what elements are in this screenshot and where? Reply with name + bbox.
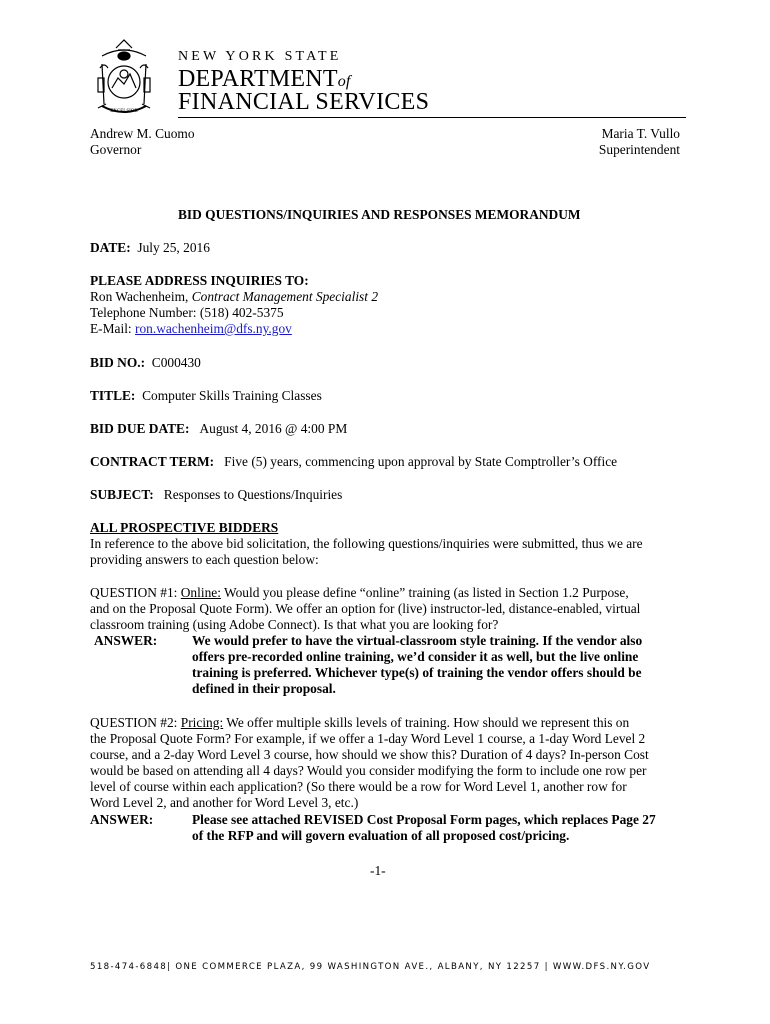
contract-term-label: CONTRACT TERM: [90, 454, 215, 469]
question-1-text: Would you please define “online” training (as listed in Section 1.2 Purpose, [220, 585, 629, 600]
footer-contact: 518-474-6848| ONE COMMERCE PLAZA, 99 WASHINGTON AVE., ALBANY, NY 12257 | WWW.DFS.NY.GOV [90, 962, 651, 972]
contract-term-line [90, 454, 617, 470]
superintendent-title: Superintendent [598, 142, 680, 157]
letterhead-divider [178, 117, 686, 118]
title-value: Computer Skills Training Classes [142, 388, 322, 403]
letterhead-state: NEW YORK STATE [178, 49, 342, 64]
question-2-line: Word Level 2, and another for Word Level 3, etc.) [90, 795, 359, 810]
question-2-line: course, and a 2-day Word Level 3 course, how should we show this? Duration of 4 days? In-person Cost [90, 747, 649, 762]
date-label: DATE: [90, 240, 131, 255]
answer-2-line: Please see attached REVISED Cost Proposal Form pages, which replaces Page 27 [192, 812, 656, 827]
letterhead-department-of: of [337, 73, 351, 90]
intro-line: In reference to the above bid solicitation, the following questions/inquiries were submitted, thus we are [90, 536, 643, 551]
due-date-value: August 4, 2016 @ 4:00 PM [199, 421, 348, 436]
due-date-label: BID DUE DATE: [90, 421, 190, 436]
new-york-state-seal-icon [92, 38, 156, 118]
governor-name: Andrew M. Cuomo [90, 126, 195, 141]
due-date-line [90, 421, 347, 437]
answer-1-label: ANSWER: [94, 633, 158, 648]
letterhead-department-main: DEPARTMENT [178, 66, 338, 92]
answer-2-line: of the RFP and will govern evaluation of all proposed cost/pricing. [192, 828, 570, 843]
contact-title: Contract Management Specialist 2 [191, 289, 379, 304]
memo-heading: BID QUESTIONS/INQUIRIES AND RESPONSES MEMORANDUM [178, 207, 581, 222]
contact-name: Ron Wachenheim, [90, 289, 192, 304]
superintendent-name: Maria T. Vullo [601, 126, 680, 141]
question-2-line: would be based on attending all 4 days? Would you consider modifying the form to include one row per [90, 763, 647, 778]
subject-line [90, 487, 342, 503]
governor-title: Governor [90, 142, 142, 157]
question-2-line: level of course within each application? (So there would be a row for Word Level 1, another row for [90, 779, 627, 794]
email-link[interactable]: ron.wachenheim@dfs.ny.gov [135, 321, 292, 336]
title-line [90, 388, 322, 404]
letterhead-financial-services: FINANCIAL SERVICES [178, 89, 430, 115]
answer-1-line: defined in their proposal. [192, 681, 336, 696]
question-2-line [90, 715, 629, 731]
intro-line: providing answers to each question below: [90, 552, 319, 567]
contract-term-value: Five (5) years, commencing upon approval by State Comptroller’s Office [224, 454, 618, 469]
answer-1-line: training is preferred. Whichever type(s) of training the vendor offers should be [192, 665, 642, 680]
contact-line [90, 289, 378, 305]
question-1-line: and on the Proposal Quote Form). We offer an option for (live) instructor-led, distance-enabled, virtual [90, 601, 641, 616]
bid-no-label: BID NO.: [90, 355, 146, 370]
bid-no-value: C000430 [151, 355, 201, 370]
question-1-line: classroom training (using Adobe Connect). Is that what you are looking for? [90, 617, 499, 632]
date-value: July 25, 2016 [137, 240, 210, 255]
title-label: TITLE: [90, 388, 136, 403]
date-line [90, 240, 210, 256]
subject-value: Responses to Questions/Inquiries [163, 487, 343, 502]
bid-no-line [90, 355, 201, 371]
email-label: E-Mail: [90, 321, 135, 336]
answer-1-line: offers pre-recorded online training, we’d consider it as well, but the live online [192, 649, 639, 664]
subject-label: SUBJECT: [90, 487, 154, 502]
inquiries-label: PLEASE ADDRESS INQUIRIES TO: [90, 273, 309, 288]
seal-motto: EXCELSIOR [110, 109, 138, 114]
answer-1-line: We would prefer to have the virtual-classroom style training. If the vendor also [192, 633, 643, 648]
question-2-text: We offer multiple skills levels of training. How should we represent this on [223, 715, 630, 730]
question-1-line [90, 585, 629, 601]
email-line [90, 321, 292, 337]
question-2-prefix: QUESTION #2: [90, 715, 181, 730]
phone-line: Telephone Number: (518) 402-5375 [90, 305, 284, 320]
answer-2-label: ANSWER: [90, 812, 154, 827]
question-2-topic: Pricing: [180, 715, 224, 730]
question-1-topic: Online: [180, 585, 221, 600]
question-1-prefix: QUESTION #1: [90, 585, 181, 600]
question-2-line: the Proposal Quote Form? For example, if we offer a 1-day Word Level 1 course, a 1-day Word Level 2 [90, 731, 646, 746]
page-number: -1- [370, 863, 386, 878]
bidders-heading: ALL PROSPECTIVE BIDDERS [90, 520, 279, 535]
